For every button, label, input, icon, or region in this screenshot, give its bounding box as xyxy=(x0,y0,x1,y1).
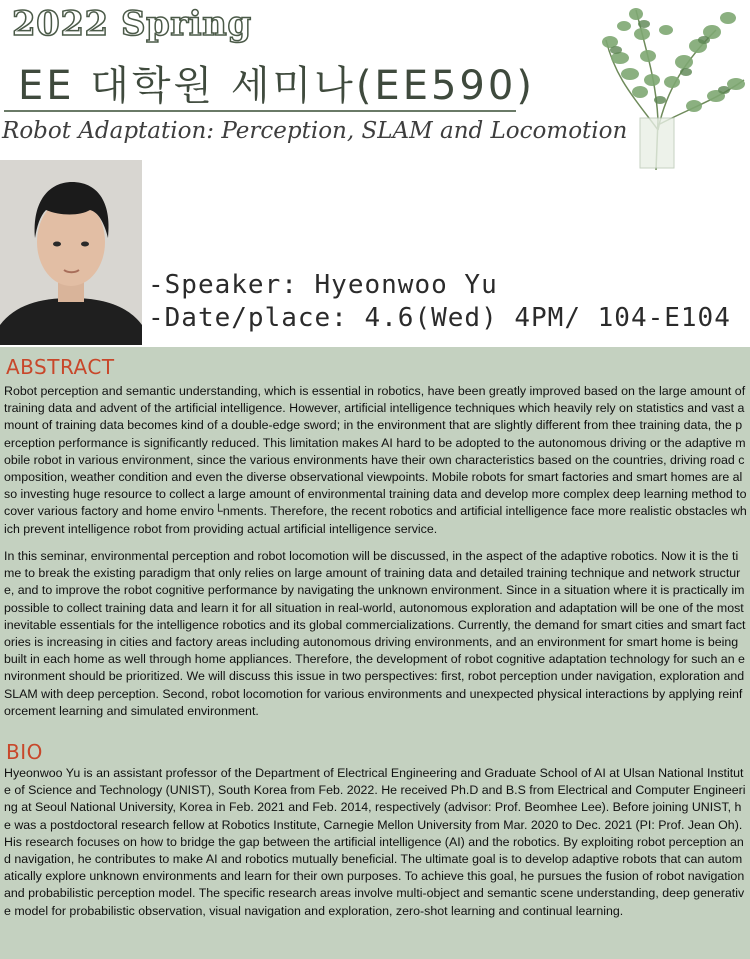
season-label: 2022 Spring xyxy=(12,4,252,44)
page-title: EE 대학원 세미나(EE590) xyxy=(18,63,535,109)
abstract-heading: ABSTRACT xyxy=(6,355,115,379)
title-divider xyxy=(4,110,516,112)
speaker-line: -Speaker: Hyeonwoo Yu xyxy=(148,270,498,300)
bio-heading: BIO xyxy=(6,740,43,764)
talk-title: Robot Adaptation: Perception, SLAM and Locomotion xyxy=(2,118,628,144)
bio-paragraph: Hyeonwoo Yu is an assistant professor of the Department of Electrical Engineering and Graduate School of AI at Ulsan National Institute of Science and Technology (UNIST), South Korea from Feb. 2022. He received Ph.D and B.S from Electrical and Computer Engineering at Seoul National University, Korea in Feb. 2021 and Feb. 2014, respectively (advisor: Prof. Beomhee Lee). Before joining UNIST, he was a postdoctoral research fellow at Robotics Institute, Carnegie Mellon University from Mar. 2020 to Dec. 2021 (PI: Prof. Jean Oh). His research focuses on how to bridge the gap between the artificial intelligence (AI) and the robotics. By exploiting robot perception and navigation, he contributes to make AI and robotics mutually beneficial. The ultimate goal is to develop adaptive robots that can automatically explore unknown environments and learn for their own purposes. To achieve this goal, he pursues the fusion of robot navigation and probabilistic perception model. The specific research areas involve multi-object and semantic scene understanding, deep generative model for probabilistic observation, visual navigation and exploration, zero-shot learning and continual learning. xyxy=(4,766,746,918)
eucalyptus-plant-image xyxy=(596,0,750,170)
abstract-paragraph-1: Robot perception and semantic understanding, which is essential in robotics, have been greatly improved based on the large amount of training data and advent of the artificial intelligence. However, artificial intelligence techniques which heavily rely on statistics and vast amount of training data becomes kind of a double-edge sword; in the environment that are slightly different from thee training data, the perception performance is significantly reduced. This limitation makes AI hard to be adopted to the autonomous driving or the adaptive mobile robot in various environment, since the various environments have their own characteristics based on the countries, driving road composition, weather condition and even the diverse observational viewpoints. Mobile robots for smart factories and smart homes are also investing huge resource to collect a large amount of environmental training data and develop more complex deep learning method to cover various factory and home enviro└nments. Therefore, the recent robotics and artificial intelligence face more realistic obstacles which prevent intelligence robot from providing actual artificial intelligence service. xyxy=(4,384,747,536)
abstract-paragraph-2: In this seminar, environmental perception and robot locomotion will be discussed, in the aspect of the adaptive robotics. Now it is the time to break the existing paradigm that only relies on large amount of training data and detailed training technique and network structure, and to improve the robot cognitive performance by navigating the unknown environment. Since in a situation where it is practically impossible to collect training data and learn it for all situation in real-world, autonomous exploration and adaptation will be one of the most inevitable essentials for the intelligence robotics and its global commercializations. Currently, the demand for smart cities and smart factories is increasing in cities and factory areas including autonomous driving environments, and an environment for smart home is being built in each home as well through home appliances. Therefore, the development of robot cognitive adaptation technology for such an environment should be prioritized. We will discuss this issue in two perspectives: first, robot perception under navigation, exploration and SLAM with deep perception. Second, robot locomotion for various environments and unexpected physical interactions by applying reinforcement learning and simulated environment. xyxy=(4,549,746,718)
date-place-line: -Date/place: 4.6(Wed) 4PM/ 104-E104 xyxy=(148,303,731,333)
speaker-portrait-photo xyxy=(0,160,142,345)
